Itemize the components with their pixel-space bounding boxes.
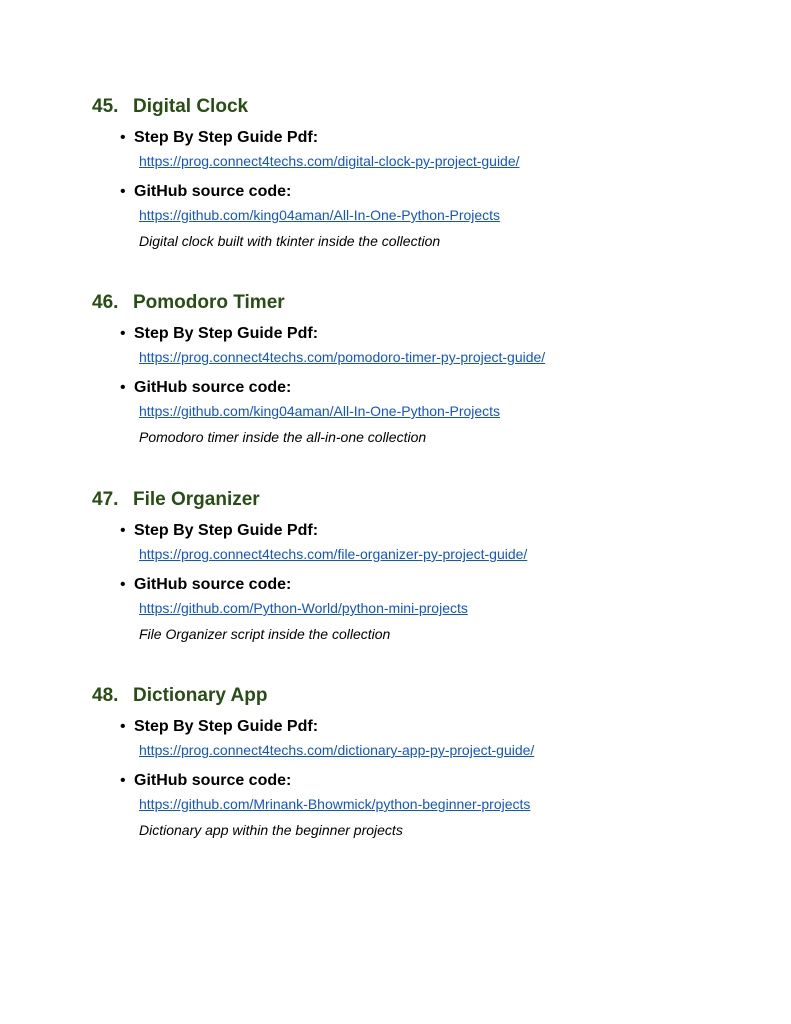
guide-bullet xyxy=(120,127,318,149)
github-label: GitHub source code: xyxy=(134,576,292,593)
section-heading xyxy=(92,683,267,709)
guide-label: Step By Step Guide Pdf: xyxy=(134,718,319,735)
github-bullet xyxy=(120,377,291,399)
guide-label: Step By Step Guide Pdf: xyxy=(134,522,319,539)
github-label: GitHub source code: xyxy=(134,183,292,200)
bullet-icon: • xyxy=(120,183,126,200)
bullet-icon: • xyxy=(120,522,126,539)
bullet-icon: • xyxy=(120,379,126,396)
section-title: Pomodoro Timer xyxy=(133,292,285,313)
github-bullet xyxy=(120,770,291,792)
section-heading xyxy=(92,487,260,513)
section-number: 48. xyxy=(92,685,119,706)
guide-link[interactable]: https://prog.connect4techs.com/pomodoro-timer-py-project-guide/ xyxy=(139,349,546,365)
github-label: GitHub source code: xyxy=(134,772,292,789)
guide-label: Step By Step Guide Pdf: xyxy=(134,129,319,146)
section-number: 46. xyxy=(92,292,119,313)
bullet-icon: • xyxy=(120,718,126,735)
bullet-icon: • xyxy=(120,325,126,342)
project-section-47 xyxy=(0,487,791,667)
github-link[interactable]: https://github.com/Mrinank-Bhowmick/python-beginner-projects xyxy=(139,796,531,812)
guide-bullet xyxy=(120,323,318,345)
section-heading xyxy=(92,290,285,316)
github-bullet xyxy=(120,574,291,596)
section-number: 47. xyxy=(92,489,119,510)
guide-link[interactable]: https://prog.connect4techs.com/dictionary-app-py-project-guide/ xyxy=(139,742,535,758)
guide-link[interactable]: https://prog.connect4techs.com/digital-clock-py-project-guide/ xyxy=(139,153,520,169)
github-link[interactable]: https://github.com/king04aman/All-In-One-Python-Projects xyxy=(139,207,501,223)
project-section-45 xyxy=(0,94,791,274)
project-section-48 xyxy=(0,683,791,863)
bullet-icon: • xyxy=(120,576,126,593)
github-bullet xyxy=(120,181,291,203)
section-number: 45. xyxy=(92,96,119,117)
section-title: File Organizer xyxy=(133,489,260,510)
bullet-icon: • xyxy=(120,129,126,146)
bullet-icon: • xyxy=(120,772,126,789)
project-note: Dictionary app within the beginner projects xyxy=(139,822,403,838)
github-link[interactable]: https://github.com/Python-World/python-mini-projects xyxy=(139,600,468,616)
section-title: Digital Clock xyxy=(133,96,249,117)
section-title: Dictionary App xyxy=(133,685,268,706)
section-heading xyxy=(92,94,248,120)
guide-link[interactable]: https://prog.connect4techs.com/file-organizer-py-project-guide/ xyxy=(139,546,528,562)
project-section-46 xyxy=(0,290,791,470)
guide-bullet xyxy=(120,716,318,738)
guide-bullet xyxy=(120,520,318,542)
project-note: Digital clock built with tkinter inside the collection xyxy=(139,233,441,249)
project-note: Pomodoro timer inside the all-in-one collection xyxy=(139,429,427,445)
guide-label: Step By Step Guide Pdf: xyxy=(134,325,319,342)
github-label: GitHub source code: xyxy=(134,379,292,396)
github-link[interactable]: https://github.com/king04aman/All-In-One-Python-Projects xyxy=(139,403,501,419)
project-note: File Organizer script inside the collection xyxy=(139,626,391,642)
